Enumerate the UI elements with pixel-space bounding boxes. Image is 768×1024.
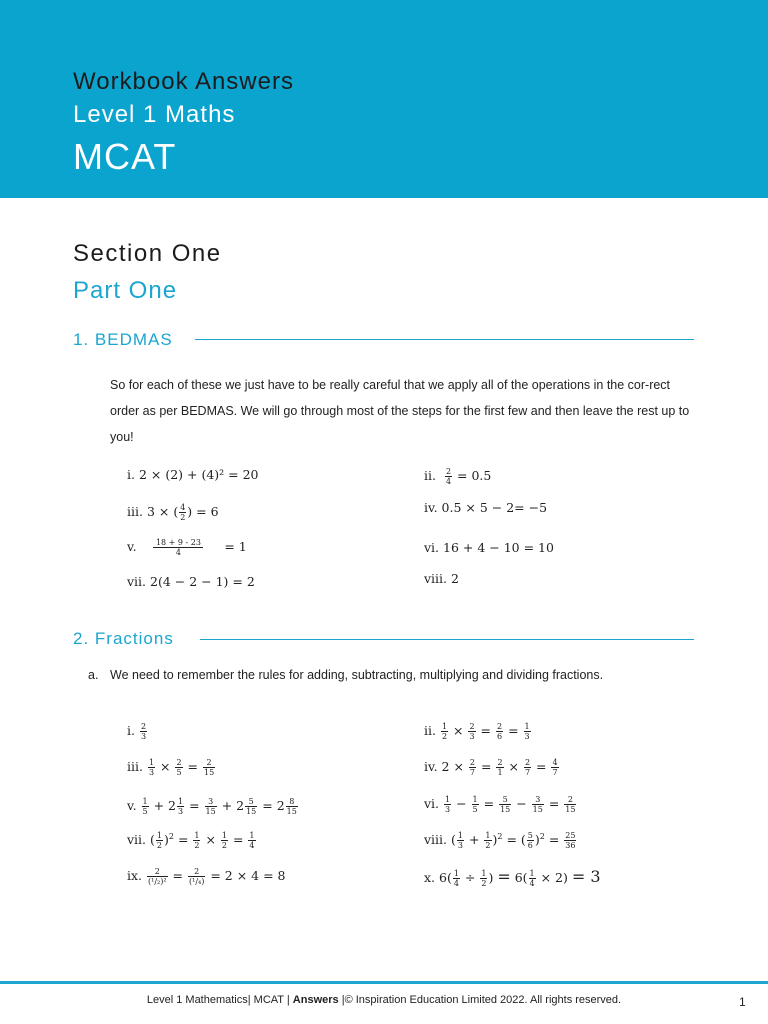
bedmas-item-iii: iii. 3 × ( $\frac{4}{2}$ ) = 6 [127, 503, 219, 522]
level-title: Level 1 Maths [73, 101, 236, 128]
fractions-item-iv: iv. 2 × $\frac{2}{7}$ = $\frac{2}{1}$ × $\frac{2}{7}$ = $\frac{4}{7}$ [424, 758, 558, 777]
fractions-rule [200, 639, 694, 640]
part-title: Part One [73, 277, 178, 304]
header-banner [0, 0, 768, 198]
bedmas-rule [195, 339, 694, 340]
footer-rule [0, 981, 768, 984]
section-title: Section One [73, 240, 222, 267]
course-title: MCAT [73, 136, 177, 177]
fractions-item-ix: ix. $\frac{2}{\text{(¹/₂)²}}$ = $\frac{2}{\text{(¹/₄)}}$ = 2 × 4 = 8 [127, 867, 286, 886]
workbook-title: Workbook Answers [73, 68, 294, 95]
fractions-item-ii: ii. $\frac{1}{2}$ × $\frac{2}{3}$ = $\frac{2}{6}$ = $\frac{1}{3}$ [424, 722, 530, 741]
bedmas-item-iv: iv. 0.5 × 5 − 2= −5 [424, 500, 548, 515]
bedmas-item-vi: vi. 16 + 4 − 10 = 10 [424, 540, 554, 555]
fractions-heading: 2. Fractions [73, 629, 174, 648]
bedmas-item-v: v. $\frac{18 + 9 - 23}{4}$ = 1 [127, 538, 247, 557]
fractions-item-iii: iii. $\frac{1}{3}$ × $\frac{2}{5}$ = $\frac{2}{15}$ [127, 758, 215, 777]
bedmas-item-i: i. 2 × (2) + (4)² = 20 [127, 467, 259, 482]
fractions-a-label: a. [88, 668, 99, 682]
footer-text: Level 1 Mathematics| MCAT | Answers |© Inspiration Education Limited 2022. All rights reserved. [146, 994, 622, 1006]
fractions-item-vii: vii. ( $\frac{1}{2}$ )$^2$ = $\frac{1}{2}$ × $\frac{1}{2}$ = $\frac{1}{4}$ [127, 831, 255, 850]
bedmas-item-viii: viii. 2 [424, 571, 459, 586]
page-number: 1 [739, 995, 746, 1009]
bedmas-item-ii: ii. $\frac{2}{4}$ = 0.5 [424, 467, 492, 486]
bedmas-heading: 1. BEDMAS [73, 330, 173, 349]
fractions-item-vi: vi. $\frac{1}{3}$ − $\frac{1}{5}$ = $\frac{5}{15}$ − $\frac{3}{15}$ = $\frac{2}{15}$ [424, 795, 576, 814]
bedmas-item-vii: vii. 2(4 − 2 − 1) = 2 [127, 574, 255, 589]
fractions-item-x: x. 6( $\frac{1}{4}$ ÷ $\frac{1}{2}$ ) = 6( $\frac{1}{4}$ × 2) = 3 [424, 867, 601, 888]
fractions-item-v: v. $\frac{1}{5}$ + 2 $\frac{1}{3}$ = $\frac{3}{15}$ + 2 $\frac{5}{15}$ = 2 $\frac{8}{15}$ [127, 797, 297, 816]
bedmas-paragraph: So for each of these we just have to be really careful that we apply all of the operations in the cor-rect order as per BEDMAS. We will go through most of the steps for the first few and then leave the rest up to you! [110, 378, 690, 444]
fractions-a-text: We need to remember the rules for adding, subtracting, multiplying and dividing fractions. [110, 668, 604, 682]
fractions-item-viii: viii. ( $\frac{1}{3}$ + $\frac{1}{2}$ )$^2$ = ( $\frac{5}{6}$ )$^2$ = $\frac{25}{36}$ [424, 831, 576, 850]
fractions-item-i: i. $\frac{2}{3}$ [127, 722, 147, 741]
